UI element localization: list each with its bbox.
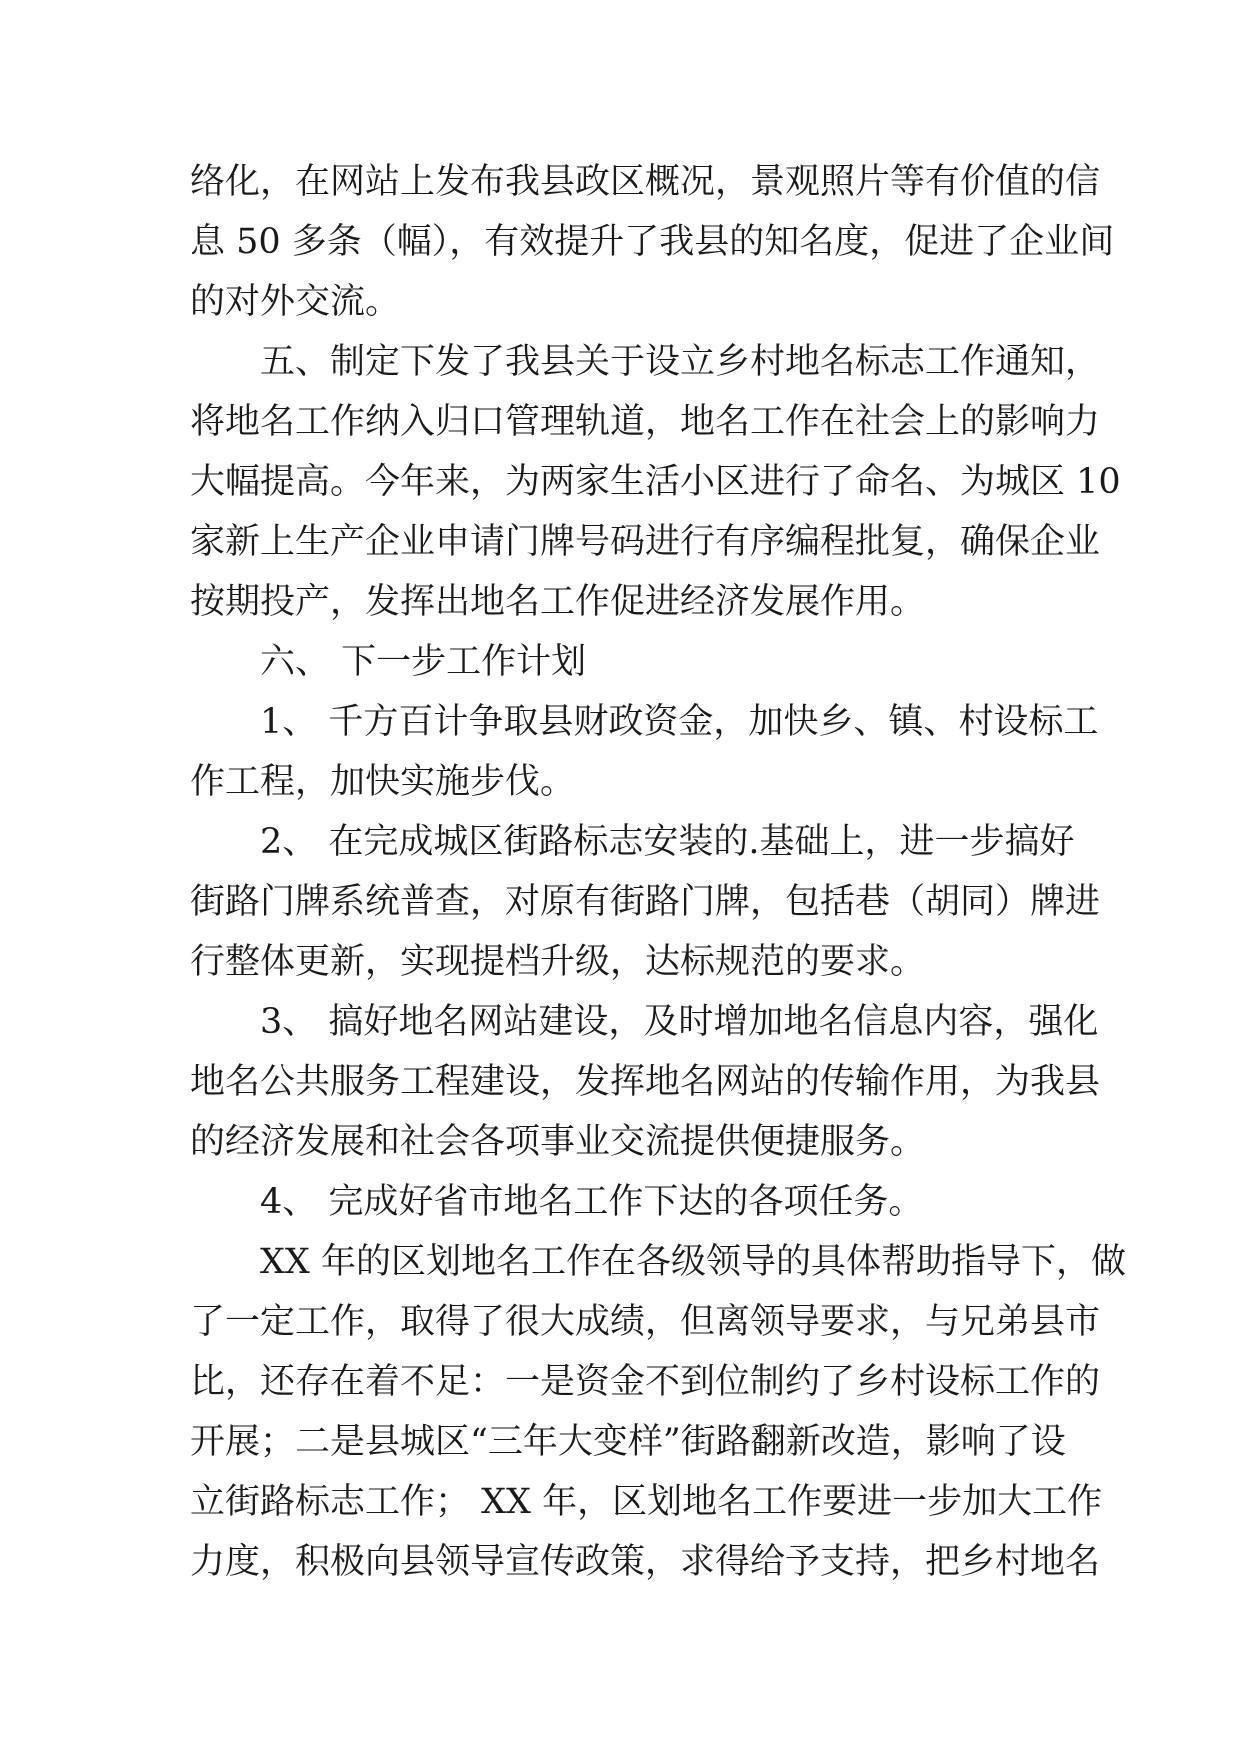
text-line: 作工程，加快实施步伐。 [190,762,576,802]
text-line: 地名公共服务工程建设，发挥地名网站的传输作用，为我县 [190,1062,1101,1102]
document-body [190,152,1126,1592]
text-line: 了一定工作，取得了很大成绩，但离领导要求，与兄弟县市 [190,1302,1101,1342]
text-line: 将地名工作纳入归口管理轨道，地名工作在社会上的影响力 [190,402,1101,442]
text-line: 大幅提高。今年来，为两家生活小区进行了命名、为城区 10 [190,462,1121,502]
text-line: 按期投产，发挥出地名工作促进经济发展作用。 [190,582,926,622]
text-line: XX 年的区划地名工作在各级领导的具体帮助指导下，做 [260,1242,1126,1282]
text-line: 力度，积极向县领导宣传政策，求得给予支持，把乡村地名 [190,1542,1101,1582]
text-line: 开展；二是县城区“三年大变样”街路翻新改造，影响了设 [190,1422,1066,1462]
text-line: 行整体更新，实现提档升级，达标规范的要求。 [190,942,926,982]
text-line: 的经济发展和社会各项事业交流提供便捷服务。 [190,1122,926,1162]
text-line: 比，还存在着不足：一是资金不到位制约了乡村设标工作的 [190,1362,1101,1402]
text-line: 3、 搞好地名网站建设，及时增加地名信息内容，强化 [260,1002,1099,1042]
section-heading: 六、 下一步工作计划 [260,642,587,682]
text-line: 息 50 多条（幅），有效提升了我县的知名度，促进了企业间 [190,222,1115,262]
text-line: 五、制定下发了我县关于设立乡村地名标志工作通知， [260,342,1101,382]
text-line: 的对外交流。 [190,282,401,322]
text-line: 络化，在网站上发布我县政区概况，景观照片等有价值的信 [190,162,1101,202]
text-line: 立街路标志工作； XX 年，区划地名工作要进一步加大工作 [190,1482,1103,1522]
text-line: 街路门牌系统普查，对原有街路门牌，包括巷（胡同）牌进 [190,882,1101,922]
text-line: 2、 在完成城区街路标志安装的.基础上，进一步搞好 [260,822,1075,862]
text-line: 4、 完成好省市地名工作下达的各项任务。 [260,1182,924,1222]
text-line: 家新上生产企业申请门牌号码进行有序编程批复，确保企业 [190,522,1101,562]
text-line: 1、 千方百计争取县财政资金，加快乡、镇、村设标工 [260,702,1099,742]
